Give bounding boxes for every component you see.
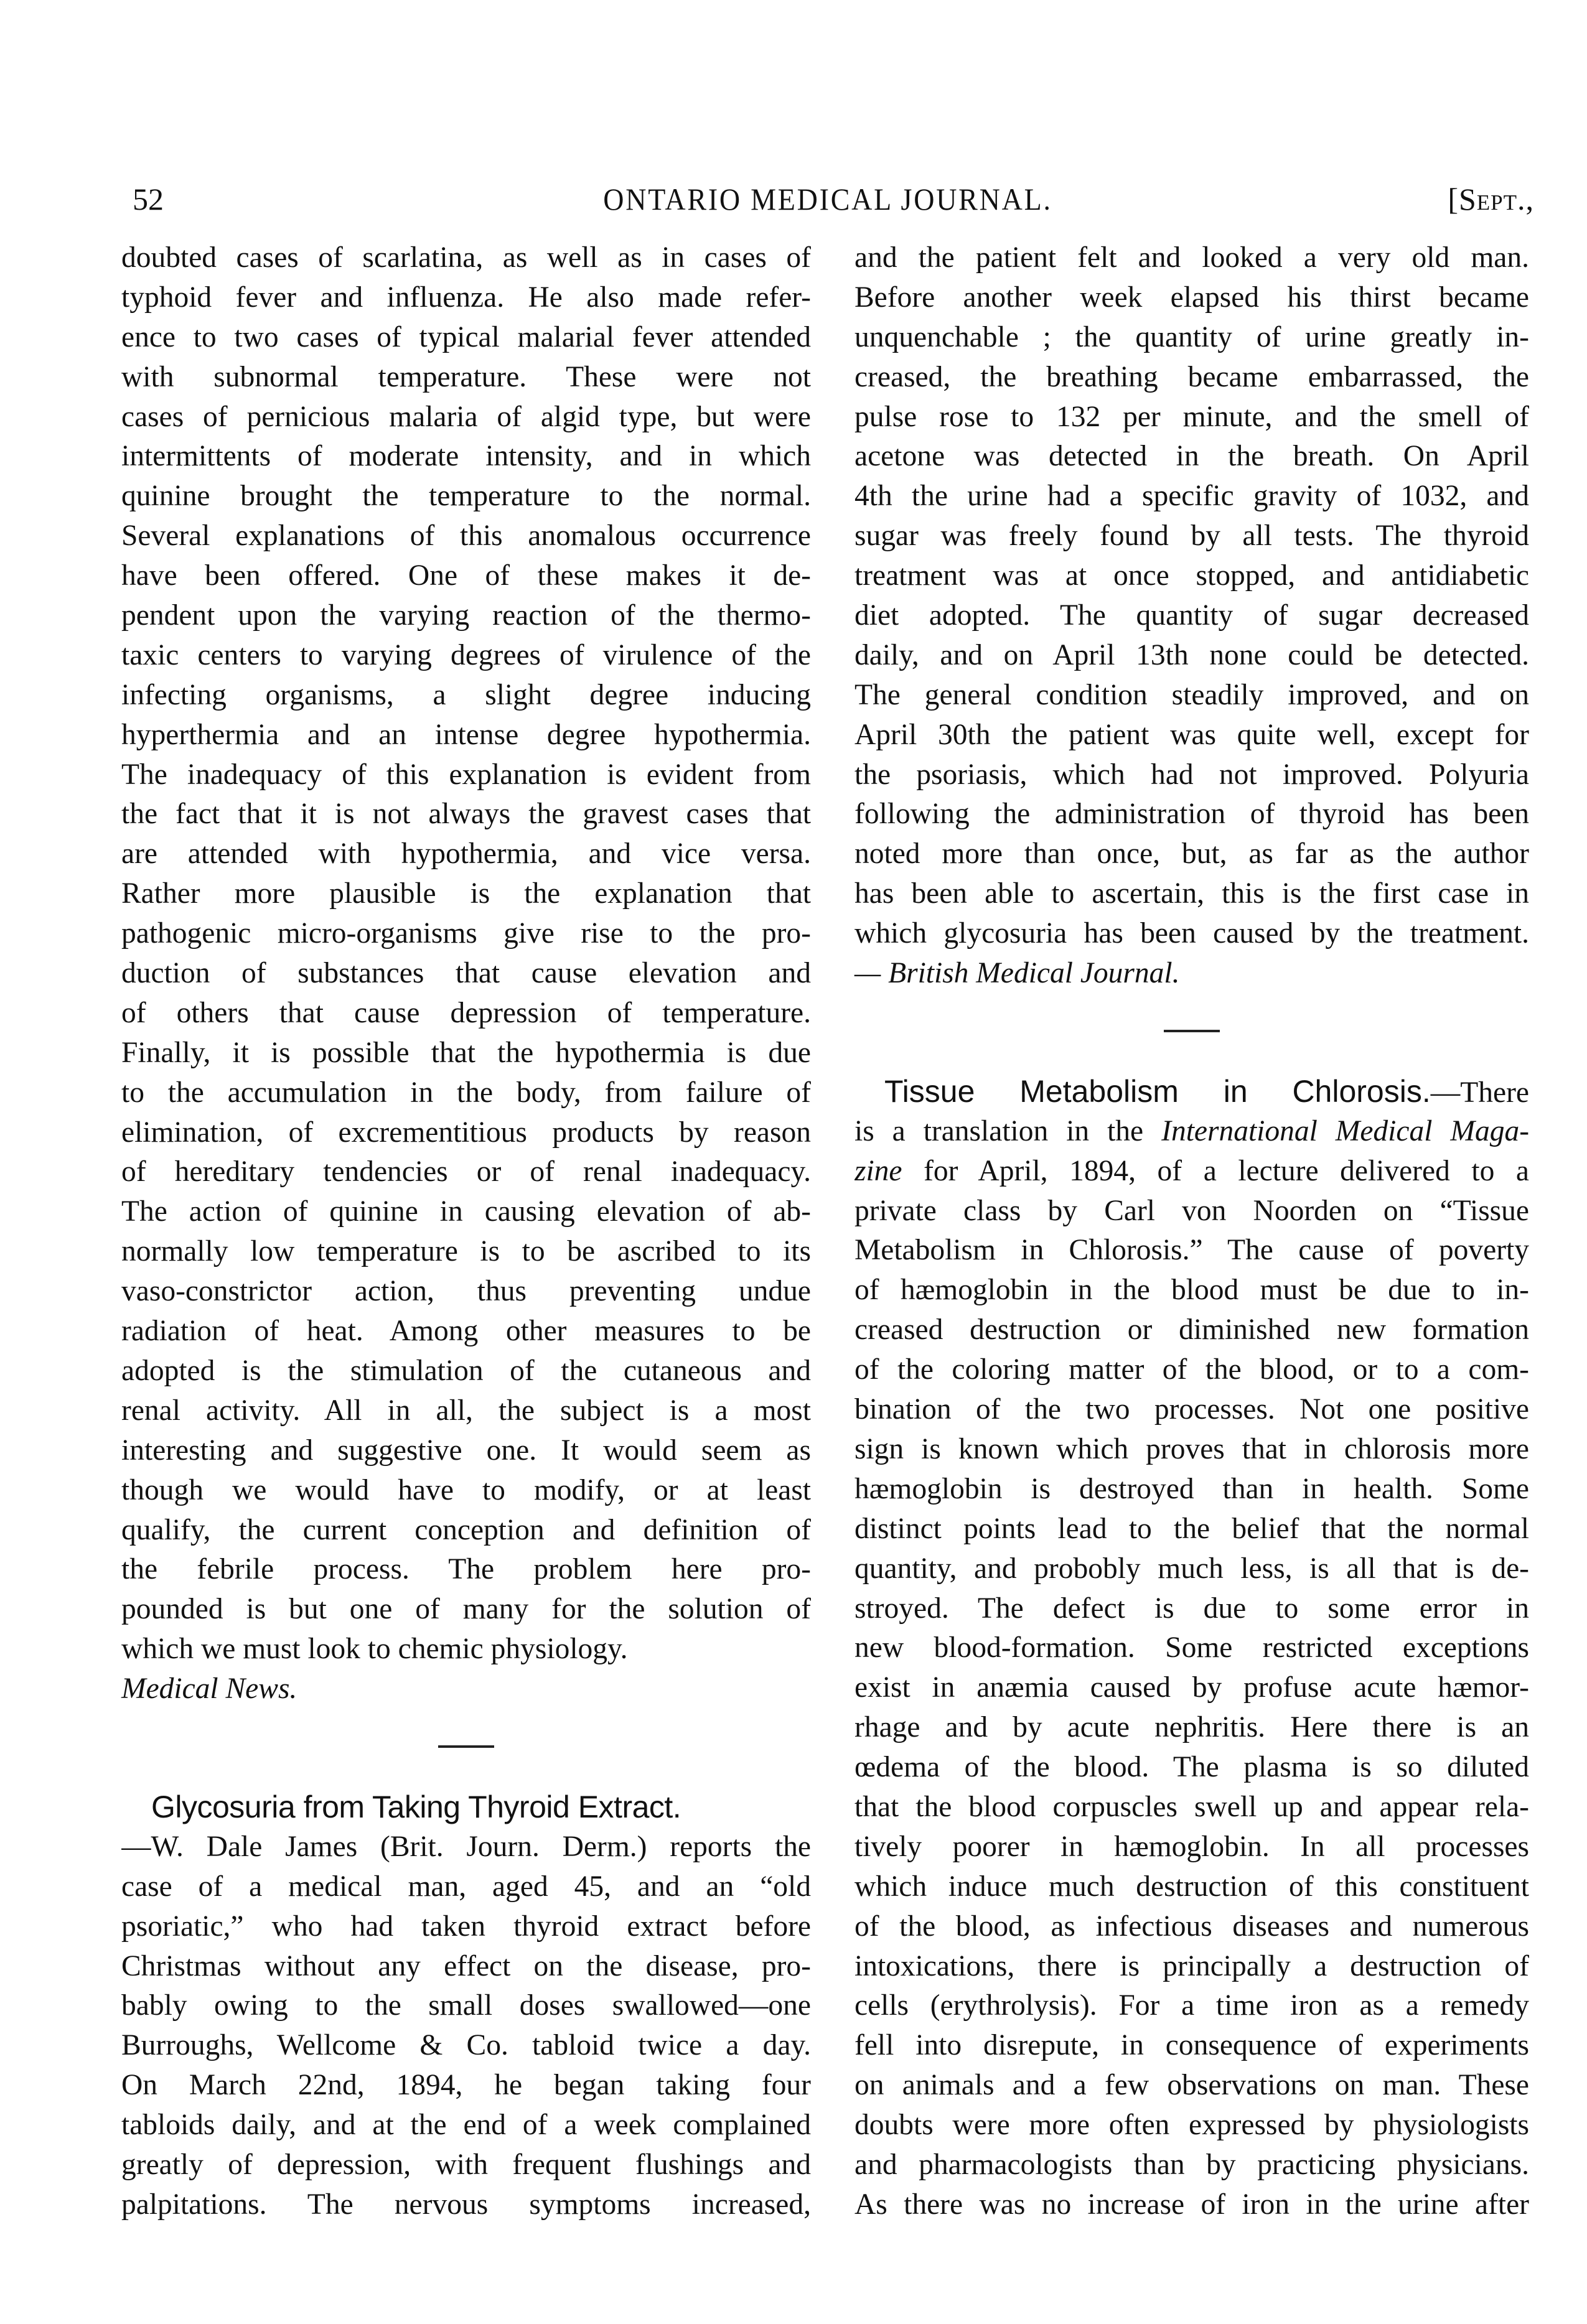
text-line: of the coloring matter of the blood, or to a com-	[854, 1353, 1529, 1386]
text-segment: for April, 1894, of a lecture delivered to a	[902, 1154, 1529, 1187]
text-line: radiation of heat. Among other measures to be	[121, 1315, 811, 1348]
issue-month: [Sept.,	[1448, 182, 1534, 217]
text-line: the psoriasis, which had not improved. Polyuria	[854, 758, 1529, 791]
text-line: bably owing to the small doses swallowed—one	[121, 1989, 811, 2022]
text-line: ence to two cases of typical malarial fever attended	[121, 320, 811, 353]
text-line: As there was no increase of iron in the urine after	[854, 2188, 1529, 2221]
text-line: hyperthermia and an intense degree hypothermia.	[121, 718, 811, 751]
page-number: 52	[133, 182, 164, 217]
text-line: adopted is the stimulation of the cutaneous and	[121, 1354, 811, 1387]
text-line: which glycosuria has been caused by the treatment.	[854, 917, 1529, 950]
text-line: duction of substances that cause elevation and	[121, 957, 811, 990]
text-line: Before another week elapsed his thirst became	[854, 281, 1529, 314]
text-line: stroyed. The defect is due to some error in	[854, 1592, 1529, 1625]
text-line: œdema of the blood. The plasma is so diluted	[854, 1751, 1529, 1784]
text-line: to the accumulation in the body, from failure of	[121, 1076, 811, 1109]
text-line: which induce much destruction of this constituent	[854, 1870, 1529, 1903]
text-line: —W. Dale James (Brit. Journ. Derm.) reports the	[121, 1830, 811, 1863]
text-line: unquenchable ; the quantity of urine greatly in-	[854, 320, 1529, 353]
text-segment: is a translation in the	[854, 1114, 1162, 1147]
text-line: have been offered. One of these makes it de-	[121, 559, 811, 592]
text-line: the fact that it is not always the gravest cases that	[121, 798, 811, 831]
text-line: hæmoglobin is destroyed than in health. Some	[854, 1472, 1529, 1505]
text-line: on animals and a few observations on man. These	[854, 2069, 1529, 2102]
article-glycosuria	[121, 1788, 811, 2225]
text-line: exist in anæmia caused by profuse acute hæmor-	[854, 1671, 1529, 1704]
text-line: pathogenic micro-organisms give rise to the pro-	[121, 917, 811, 950]
text-line: The general condition steadily improved, and on	[854, 678, 1529, 711]
article-heading: Glycosuria from Taking Thyroid Extract.	[151, 1789, 681, 1824]
text-line: cells (erythrolysis). For a time iron as a remedy	[854, 1989, 1529, 2022]
text-line: with subnormal temperature. These were not	[121, 360, 811, 393]
text-line: 4th the urine had a specific gravity of 1032, and	[854, 480, 1529, 513]
text-line: following the administration of thyroid has been	[854, 798, 1529, 831]
heading-tail-text: —There	[1430, 1076, 1529, 1109]
text-line: tively poorer in hæmoglobin. In all processes	[854, 1830, 1529, 1863]
text-line: The action of quinine in causing elevation of ab-	[121, 1195, 811, 1228]
text-line: Metabolism in Chlorosis.” The cause of poverty	[854, 1234, 1529, 1267]
text-line: elimination, of excrementitious products by reason	[121, 1116, 811, 1149]
text-line: fell into disrepute, in consequence of experiments	[854, 2029, 1529, 2062]
text-line: case of a medical man, aged 45, and an “old	[121, 1870, 811, 1903]
text-line: are attended with hypothermia, and vice versa.	[121, 838, 811, 870]
text-line: of others that cause depression of temperature.	[121, 996, 811, 1029]
text-line: quantity, and probobly much less, is all that is de-	[854, 1552, 1529, 1585]
text-line: though we would have to modify, or at least	[121, 1473, 811, 1506]
text-line: Christmas without any effect on the disease, pro-	[121, 1949, 811, 1982]
left-column	[121, 238, 811, 2225]
text-line: intermittents of moderate intensity, and in which	[121, 440, 811, 473]
text-line: acetone was detected in the breath. On April	[854, 440, 1529, 473]
source-attribution: — British Medical Journal.	[854, 957, 1180, 990]
journal-title: ONTARIO MEDICAL JOURNAL.	[603, 182, 1052, 217]
text-line: On March 22nd, 1894, he began taking four	[121, 2069, 811, 2102]
text-line: interesting and suggestive one. It would seem as	[121, 1434, 811, 1467]
text-line: vaso-constrictor action, thus preventing undue	[121, 1275, 811, 1308]
text-line: doubted cases of scarlatina, as well as in cases of	[121, 241, 811, 274]
publication-title: International Medical Maga-	[1161, 1114, 1529, 1147]
text-line: creased destruction or diminished new formation	[854, 1314, 1529, 1346]
continued-article-febrile	[121, 238, 811, 1709]
text-line: that the blood corpuscles swell up and appear rela-	[854, 1790, 1529, 1823]
publication-title: zine	[854, 1154, 902, 1187]
text-line: distinct points lead to the belief that the normal	[854, 1512, 1529, 1545]
text-line: Several explanations of this anomalous occurrence	[121, 520, 811, 553]
text-line: and the patient felt and looked a very old man.	[854, 241, 1529, 274]
article-chlorosis	[854, 1072, 1529, 2225]
text-line: pulse rose to 132 per minute, and the smell of	[854, 400, 1529, 433]
text-line: private class by Carl von Noorden on “Tissue	[854, 1194, 1529, 1227]
text-line: noted more than once, but, as far as the author	[854, 838, 1529, 870]
text-line: qualify, the current conception and definition of	[121, 1513, 811, 1546]
article-glycosuria-continued	[854, 238, 1529, 994]
text-line: typhoid fever and influenza. He also made refer-	[121, 281, 811, 314]
text-line: and pharmacologists than by practicing physicians.	[854, 2148, 1529, 2181]
text-line: tabloids daily, and at the end of a week complained	[121, 2109, 811, 2142]
text-line: treatment was at once stopped, and antidiabetic	[854, 559, 1529, 592]
source-attribution: Medical News.	[121, 1673, 297, 1706]
right-column	[854, 238, 1529, 2225]
text-line	[854, 1112, 1529, 1152]
text-line: quinine brought the temperature to the normal.	[121, 480, 811, 513]
text-line: infecting organisms, a slight degree inducing	[121, 678, 811, 711]
text-line: has been able to ascertain, this is the first case in	[854, 877, 1529, 910]
text-line	[854, 1152, 1529, 1192]
text-line: greatly of depression, with frequent flushings and	[121, 2148, 811, 2181]
text-line: of the blood, as infectious diseases and numerous	[854, 1910, 1529, 1943]
text-line: intoxications, there is principally a destruction of	[854, 1949, 1529, 1982]
article-heading-line	[854, 1072, 1529, 1112]
article-separator	[438, 1745, 494, 1748]
text-line: bination of the two processes. Not one positive	[854, 1393, 1529, 1426]
text-line: daily, and on April 13th none could be detected.	[854, 638, 1529, 671]
text-line: April 30th the patient was quite well, except for	[854, 718, 1529, 751]
article-heading: Tissue Metabolism in Chlorosis.	[884, 1073, 1431, 1109]
text-line: pendent upon the varying reaction of the thermo-	[121, 599, 811, 632]
text-line: new blood-formation. Some restricted exceptions	[854, 1631, 1529, 1664]
text-line: doubts were more often expressed by physiologists	[854, 2109, 1529, 2142]
text-line: taxic centers to varying degrees of virulence of the	[121, 638, 811, 671]
running-header	[121, 180, 1534, 224]
text-line: cases of pernicious malaria of algid type, but were	[121, 400, 811, 433]
text-line: rhage and by acute nephritis. Here there is an	[854, 1711, 1529, 1744]
text-line: sign is known which proves that in chlorosis more	[854, 1432, 1529, 1465]
text-line: Burroughs, Wellcome & Co. tabloid twice a day.	[121, 2029, 811, 2062]
text-line: creased, the breathing became embarrassed, the	[854, 360, 1529, 393]
text-line: of hæmoglobin in the blood must be due to in-	[854, 1274, 1529, 1307]
text-line: pounded is but one of many for the solution of	[121, 1593, 811, 1626]
text-line: diet adopted. The quantity of sugar decreased	[854, 599, 1529, 632]
text-line: psoriatic,” who had taken thyroid extract before	[121, 1910, 811, 1943]
text-line: normally low temperature is to be ascribed to its	[121, 1235, 811, 1268]
text-line: which we must look to chemic physiology.	[121, 1633, 628, 1666]
text-line: Finally, it is possible that the hypothermia is due	[121, 1036, 811, 1069]
text-line: The inadequacy of this explanation is evident from	[121, 758, 811, 791]
text-line: of hereditary tendencies or of renal inadequacy.	[121, 1155, 811, 1188]
text-line: the febrile process. The problem here pro-	[121, 1553, 811, 1586]
text-line: sugar was freely found by all tests. The thyroid	[854, 520, 1529, 553]
article-separator	[1164, 1030, 1220, 1032]
text-line: palpitations. The nervous symptoms increased,	[121, 2188, 811, 2221]
text-line: Rather more plausible is the explanation that	[121, 877, 811, 910]
text-line: renal activity. All in all, the subject is a most	[121, 1394, 811, 1427]
